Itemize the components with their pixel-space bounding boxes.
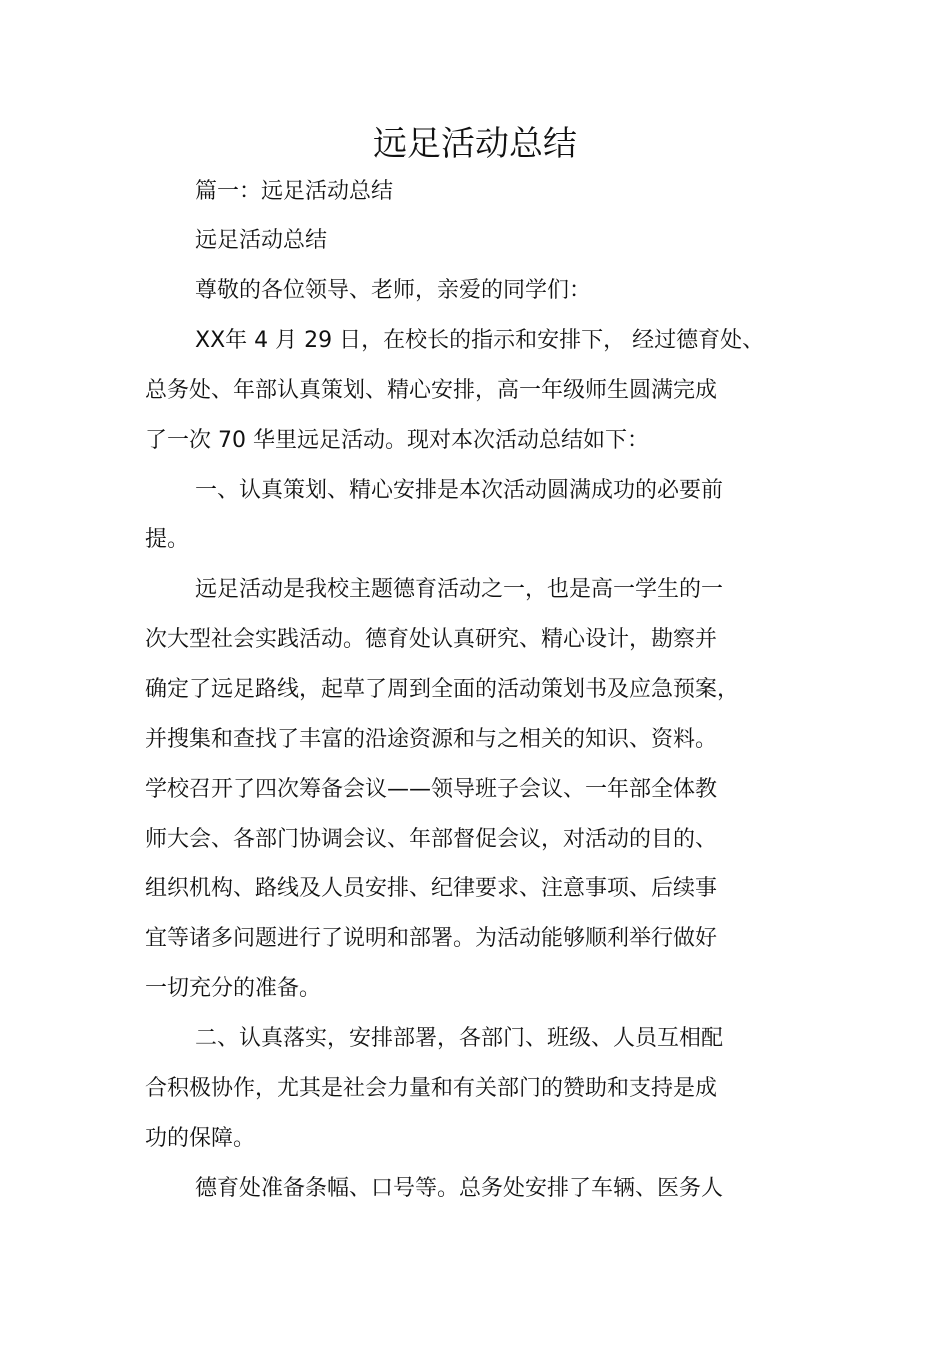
text-line: 了一次 70 华里远足活动。现对本次活动总结如下：: [145, 428, 649, 453]
text-line: 师大会、各部门协调会议、年部督促会议，对活动的目的、: [145, 827, 718, 852]
text-line: 学校召开了四次筹备会议——领导班子会议、一年部全体教: [145, 777, 718, 802]
text-line: 提。: [145, 527, 190, 552]
text-line: 一切充分的准备。: [145, 976, 322, 1001]
text-line: 远足活动是我校主题德育活动之一，也是高一学生的一: [195, 577, 724, 602]
text-line: XX年 4 月 29 日，在校长的指示和安排下， 经过德育处、: [195, 328, 765, 353]
text-line: 合积极协作，尤其是社会力量和有关部门的赞助和支持是成: [145, 1076, 718, 1101]
text-line: 尊敬的各位领导、老师，亲爱的同学们：: [195, 278, 592, 303]
text-line: 功的保障。: [145, 1126, 256, 1151]
text-line: 次大型社会实践活动。德育处认真研究、精心设计，勘察并: [145, 627, 718, 652]
text-line: 一、认真策划、精心安排是本次活动圆满成功的必要前: [195, 478, 724, 503]
document-title: 远足活动总结: [373, 124, 577, 164]
text-line: 总务处、年部认真策划、精心安排，高一年级师生圆满完成: [145, 378, 718, 403]
text-line: 篇一：远足活动总结: [195, 179, 394, 204]
text-line: 确定了远足路线，起草了周到全面的活动策划书及应急预案，: [145, 677, 740, 702]
text-line: 并搜集和查找了丰富的沿途资源和与之相关的知识、资料。: [145, 727, 718, 752]
text-line: 组织机构、路线及人员安排、纪律要求、注意事项、后续事: [145, 876, 718, 901]
text-line: 远足活动总结: [195, 228, 328, 253]
text-line: 宜等诸多问题进行了说明和部署。为活动能够顺利举行做好: [145, 926, 718, 951]
text-line: 二、认真落实，安排部署，各部门、班级、人员互相配: [195, 1026, 724, 1051]
text-line: 德育处准备条幅、口号等。总务处安排了车辆、医务人: [195, 1176, 724, 1201]
